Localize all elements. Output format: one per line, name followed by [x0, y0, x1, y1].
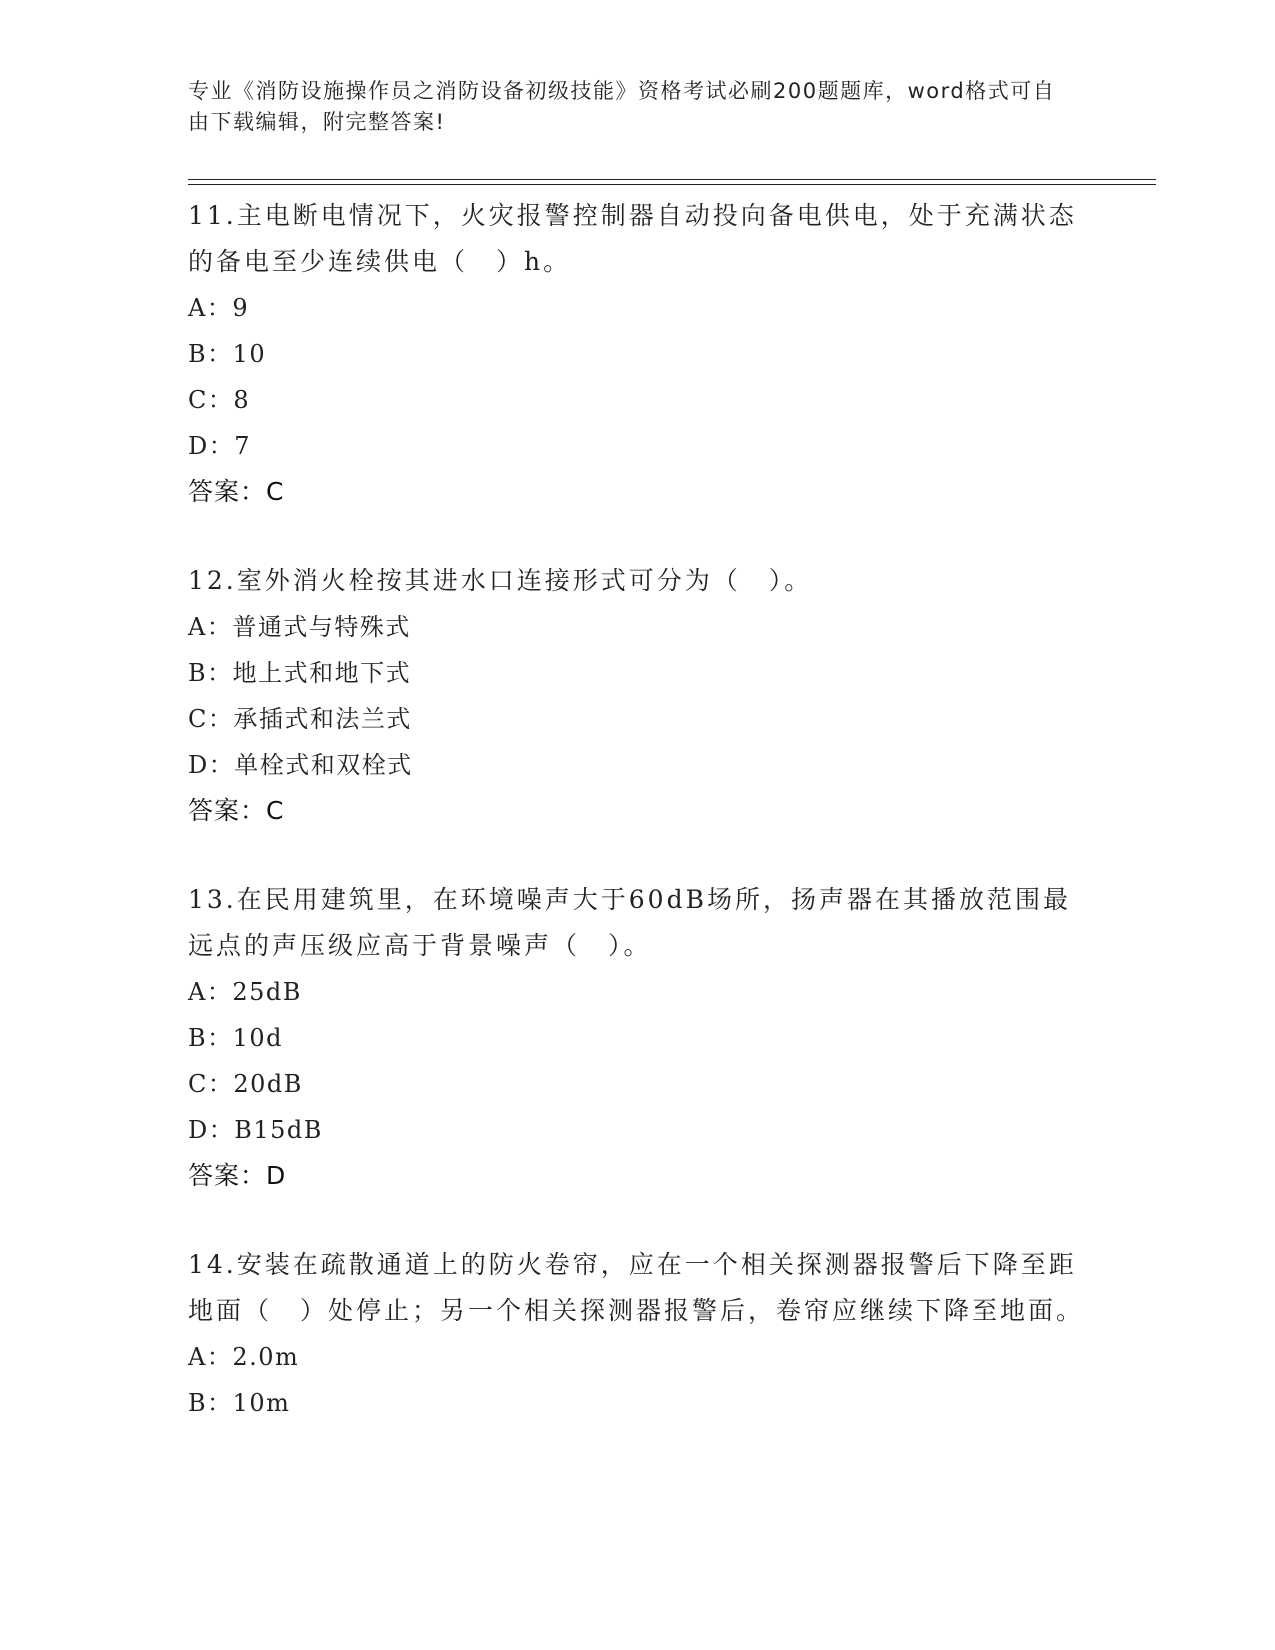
header-divider-secondary [188, 184, 1156, 185]
question-stem: 11.主电断电情况下，火灾报警控制器自动投向备电供电，处于充满状态的备电至少连续供电（ ）h。 [188, 201, 1077, 276]
option-d: D：单栓式和双栓式 [188, 751, 413, 779]
option-a: A：普通式与特殊式 [188, 613, 411, 641]
header-divider [188, 179, 1156, 180]
option-b: B：10d [188, 1024, 284, 1052]
document-header: 专业《消防设施操作员之消防设备初级技能》资格考试必刷200题题库，word格式可自由下载编辑，附完整答案! [188, 79, 1056, 134]
question-13 [188, 877, 1088, 1198]
option-a: A：9 [188, 294, 250, 322]
question-stem: 14.安装在疏散通道上的防火卷帘，应在一个相关探测器报警后下降至距地面（ ）处停止；另一个相关探测器报警后，卷帘应继续下降至地面。 [188, 1250, 1085, 1325]
option-a: A：2.0m [188, 1343, 300, 1371]
option-d: D：7 [188, 432, 252, 460]
question-list [188, 193, 1088, 1470]
question-14 [188, 1242, 1088, 1426]
option-d: D：B15dB [188, 1116, 323, 1144]
question-stem: 12.室外消火栓按其进水口连接形式可分为（ ）。 [188, 566, 813, 595]
answer-line: 答案：C [188, 796, 285, 825]
option-c: C：承插式和法兰式 [188, 705, 412, 733]
question-11 [188, 193, 1088, 514]
question-stem: 13.在民用建筑里，在环境噪声大于60dB场所，扬声器在其播放范围最远点的声压级应高于背景噪声（ ）。 [188, 885, 1071, 960]
option-b: B：10m [188, 1389, 291, 1417]
answer-line: 答案：D [188, 1161, 287, 1190]
option-b: B：10 [188, 340, 267, 368]
question-12 [188, 558, 1088, 833]
answer-line: 答案：C [188, 477, 285, 506]
option-c: C：20dB [188, 1070, 303, 1098]
option-c: C：8 [188, 386, 251, 414]
option-a: A：25dB [188, 978, 302, 1006]
option-b: B：地上式和地下式 [188, 659, 412, 687]
